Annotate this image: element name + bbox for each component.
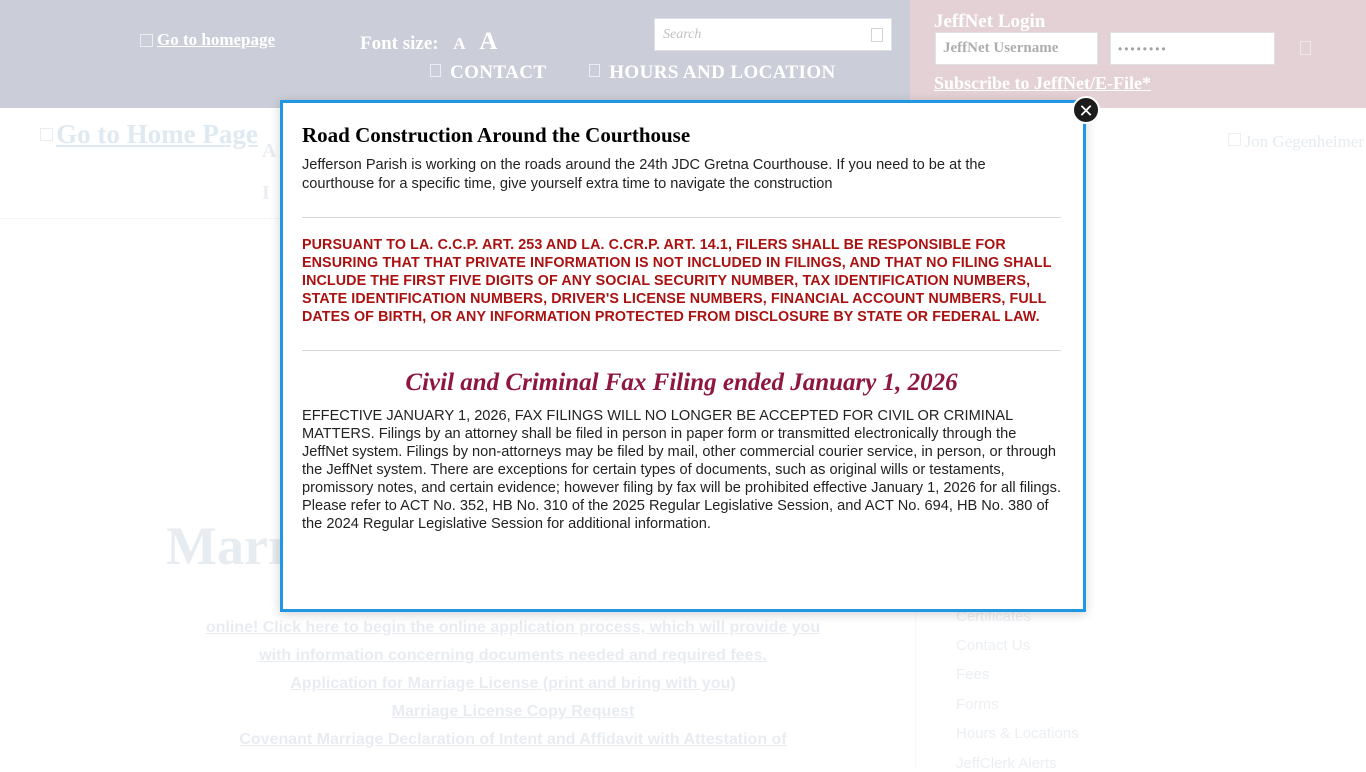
modal-road-title: Road Construction Around the Courthouse xyxy=(302,123,1061,148)
modal-fax-body: EFFECTIVE JANUARY 1, 2026, FAX FILINGS WILL NO LONGER BE ACCEPTED FOR CIVIL OR CRIMINAL MATTERS. Filings by an attorney shall be filed in person in paper form or transmitted electronically through the JeffNet system. Filings by non-attorneys may be filed by mail, other commercial courier service, in person, or through the JeffNet system. There are exceptions for certain types of documents, such as original wills or testaments, promissory notes, and certain evidence; however filing by fax will be prohibited effective January 1, 2026 for all filings. Please refer to ACT No. 352, HB No. 310 of the 2025 Regular Legislative Session, and ACT No. 694, HB No. 380 of the 2024 Regular Legislative Session for additional information. xyxy=(302,407,1061,533)
announcement-modal xyxy=(280,100,1086,612)
divider xyxy=(302,350,1061,351)
modal-fax-title: Civil and Criminal Fax Filing ended January 1, 2026 xyxy=(302,369,1061,397)
close-icon[interactable]: ✕ xyxy=(1072,96,1100,124)
modal-road-body: Jefferson Parish is working on the roads around the 24th JDC Gretna Courthouse. If you need to be at the courthouse for a specific time, give yourself extra time to navigate the construction xyxy=(302,156,1061,193)
divider xyxy=(302,217,1061,218)
modal-warning-text: PURSUANT TO LA. C.C.P. ART. 253 AND LA. C.CR.P. ART. 14.1, FILERS SHALL BE RESPONSIBLE FOR ENSURING THAT THAT PRIVATE INFORMATION IS NOT INCLUDED IN FILINGS, AND THAT NO FILING SHALL INCLUDE THE FIRST FIVE DIGITS OF ANY SOCIAL SECURITY NUMBER, TAX IDENTIFICATION NUMBERS, STATE IDENTIFICATION NUMBERS, DRIVER'S LICENSE NUMBERS, FINANCIAL ACCOUNT NUMBERS, FULL DATES OF BIRTH, OR ANY INFORMATION PROTECTED FROM DISCLOSURE BY STATE OR FEDERAL LAW. xyxy=(302,236,1061,326)
